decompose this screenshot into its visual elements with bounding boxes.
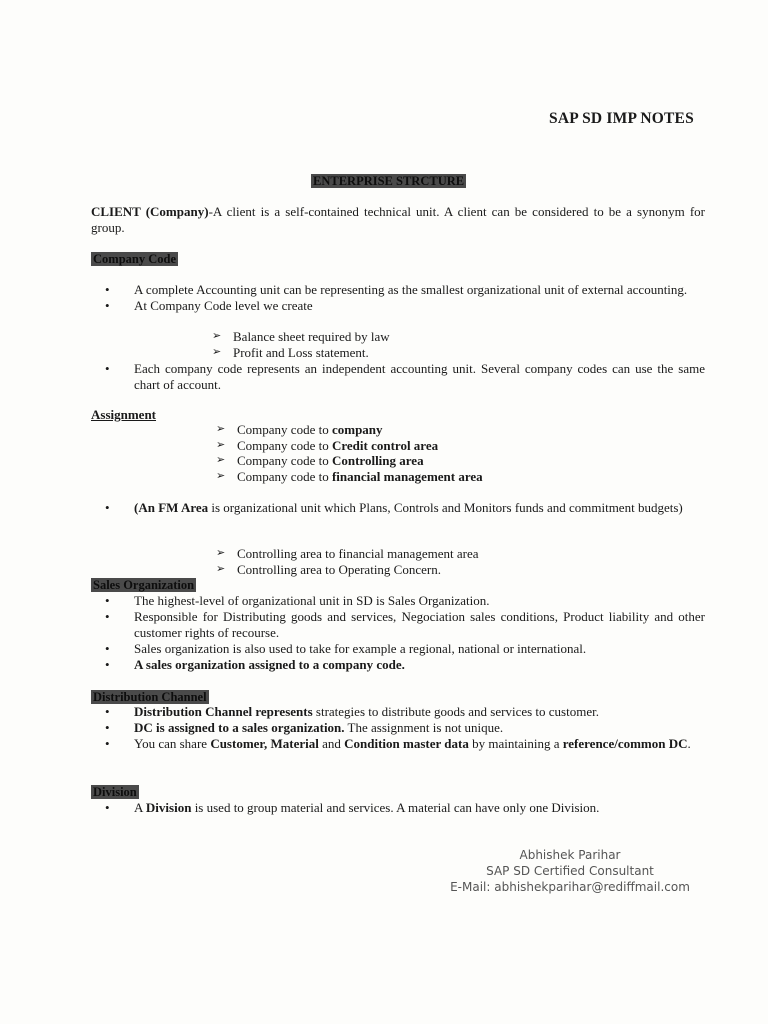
company-code-list	[105, 282, 705, 314]
sub-item: ➢ Controlling area to financial management area	[216, 546, 478, 562]
sales-org-section	[91, 576, 196, 594]
signature-name: Abhishek Parihar	[519, 848, 621, 862]
list-item: • Responsible for Distributing goods and services, Negociation sales conditions, Product liability and other customer rights of recourse.	[105, 609, 705, 641]
signature-block	[430, 847, 710, 895]
sub-item: ➢ Company code to Credit control area	[216, 438, 483, 454]
client-label: CLIENT (Company)	[91, 204, 209, 219]
page-title: SAP SD IMP NOTES	[549, 110, 694, 127]
sub-item: ➢ Controlling area to Operating Concern.	[216, 562, 478, 578]
sub-item: ➢ Balance sheet required by law	[212, 329, 390, 345]
division-section	[91, 783, 139, 801]
sales-org-heading: Sales Organization	[93, 578, 195, 592]
list-item: • A Division is used to group material and services. A material can have only one Division.	[105, 800, 705, 816]
list-item: • Sales organization is also used to take for example a regional, national or international.	[105, 641, 705, 657]
controlling-list	[216, 546, 478, 577]
company-code-section	[91, 250, 178, 268]
fm-label: (An FM Area	[134, 500, 209, 515]
list-item: • At Company Code level we create	[105, 298, 705, 314]
signature-role: SAP SD Certified Consultant	[486, 864, 654, 878]
list-item: • The highest-level of organizational unit in SD is Sales Organization.	[105, 593, 705, 609]
enterprise-heading: ENTERPRISE STRCTURE	[313, 174, 465, 188]
enterprise-heading-wrap	[311, 172, 466, 190]
division-heading: Division	[93, 785, 137, 799]
list-item: • (An FM Area is organizational unit which Plans, Controls and Monitors funds and commitment budgets)	[105, 500, 705, 516]
distribution-heading: Distribution Channel	[93, 690, 207, 704]
signature-email: E-Mail: abhishekparihar@rediffmail.com	[450, 880, 690, 894]
client-text: -A client is a self-contained technical unit. A client can be considered to be a synonym for group.	[91, 204, 705, 235]
company-code-sublist	[212, 329, 390, 360]
assignment-list	[216, 422, 483, 484]
list-item: • You can share Customer, Material and Condition master data by maintaining a reference/common DC.	[105, 736, 705, 752]
client-paragraph	[91, 204, 705, 236]
sub-item: ➢ Profit and Loss statement.	[212, 345, 390, 361]
sales-org-list	[105, 593, 705, 673]
list-item: • Distribution Channel represents strategies to distribute goods and services to customer.	[105, 704, 705, 720]
assignment-heading: Assignment	[91, 407, 157, 422]
division-list	[105, 800, 705, 816]
list-item: • A complete Accounting unit can be representing as the smallest organizational unit of external accounting.	[105, 282, 705, 298]
list-item: • Each company code represents an independent accounting unit. Several company codes can use the same chart of account.	[105, 361, 705, 393]
distribution-list	[105, 704, 705, 752]
list-item: • DC is assigned to a sales organization. The assignment is not unique.	[105, 720, 705, 736]
sub-item: ➢ Company code to Controlling area	[216, 453, 483, 469]
list-item: • A sales organization assigned to a company code.	[105, 657, 705, 673]
sub-item: ➢ Company code to financial management area	[216, 469, 483, 485]
company-code-list-2	[105, 361, 705, 393]
fm-area-list	[105, 500, 705, 516]
sub-item: ➢ Company code to company	[216, 422, 483, 438]
company-code-heading: Company Code	[93, 252, 176, 266]
